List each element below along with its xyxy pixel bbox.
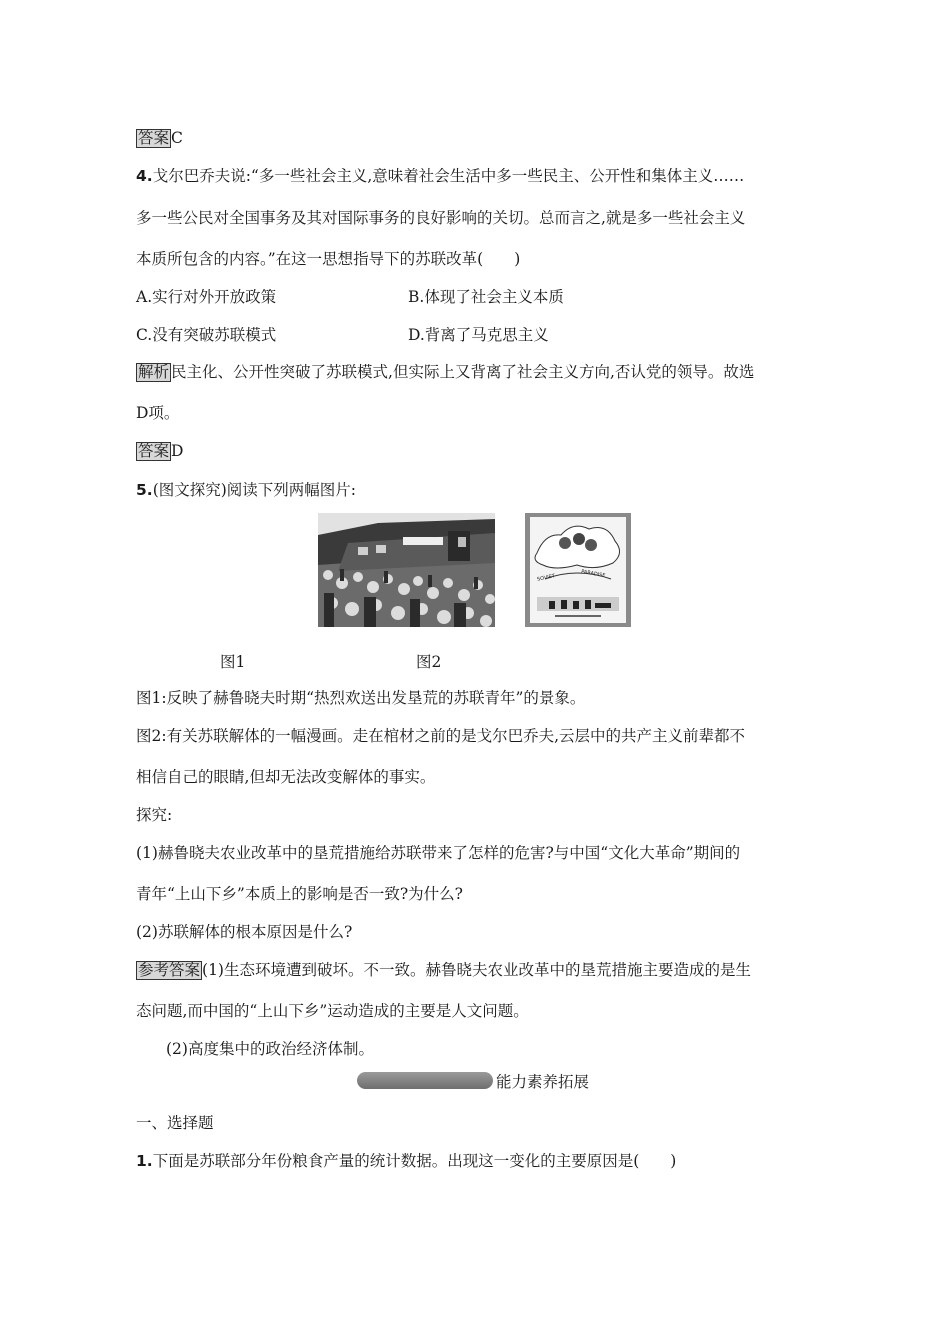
cartoon-label-paradise: PARADISE bbox=[580, 568, 606, 580]
section-banner-title: 能力素养拓展 bbox=[496, 1073, 590, 1091]
answer-tag: 答案 bbox=[138, 129, 170, 147]
q5-intro bbox=[136, 480, 356, 500]
option-b: B.体现了社会主义本质 bbox=[408, 288, 564, 306]
cartoon-label-soviet: SOVIET bbox=[536, 573, 556, 583]
figure-2-cartoon bbox=[525, 513, 631, 627]
crowd-train-image bbox=[318, 513, 495, 627]
q4-stem-line2: 多一些公民对全国事务及其对国际事务的良好影响的关切。总而言之,就是多一些社会主义 bbox=[136, 209, 746, 227]
figure-1-caption: 图1 bbox=[220, 653, 246, 671]
sub-question-1-line1: (1)赫鲁晓夫农业改革中的垦荒措施给苏联带来了怎样的危害?与中国“文化大革命”期间的 bbox=[136, 844, 741, 862]
analysis-tag: 解析 bbox=[138, 363, 170, 381]
section-banner-bar bbox=[357, 1072, 493, 1089]
explore-label: 探究: bbox=[136, 806, 173, 824]
q1-text: 下面是苏联部分年份粮食产量的统计数据。出现这一变化的主要原因是( ) bbox=[152, 1152, 677, 1170]
section-heading: 一、选择题 bbox=[136, 1114, 214, 1132]
sub-question-2: (2)苏联解体的根本原因是什么? bbox=[136, 923, 353, 941]
question-number: 1. bbox=[136, 1152, 153, 1170]
q4-options-row1 bbox=[136, 287, 564, 307]
q1-stem bbox=[136, 1151, 676, 1171]
option-a: A.实行对外开放政策 bbox=[136, 288, 277, 306]
figure-2-description-line1: 图2:有关苏联解体的一幅漫画。走在棺材之前的是戈尔巴乔夫,云层中的共产主义前辈都不 bbox=[136, 727, 746, 745]
figure-2-caption: 图2 bbox=[416, 653, 442, 671]
q4-analysis-line1 bbox=[136, 362, 754, 382]
reference-answer-line1 bbox=[136, 960, 751, 980]
q4-analysis-line2: D项。 bbox=[136, 404, 180, 422]
cartoon-image bbox=[525, 513, 631, 627]
q4-stem-line3: 本质所包含的内容。”在这一思想指导下的苏联改革( ) bbox=[136, 250, 521, 268]
reference-answer-tag: 参考答案 bbox=[138, 961, 201, 979]
option-d: D.背离了马克思主义 bbox=[408, 326, 549, 344]
question-number: 4. bbox=[136, 167, 153, 185]
answer-tag: 答案 bbox=[138, 442, 170, 460]
answer-value: C bbox=[171, 129, 183, 147]
figure-1-description: 图1:反映了赫鲁晓夫时期“热烈欢送出发垦荒的苏联青年”的景象。 bbox=[136, 689, 586, 707]
figure-1-photo bbox=[318, 513, 495, 627]
q5-intro-text: (图文探究)阅读下列两幅图片: bbox=[152, 481, 357, 499]
q4-text: 戈尔巴乔夫说:“多一些社会主义,意味着社会生活中多一些民主、公开性和集体主义…… bbox=[152, 167, 745, 185]
answer-value: D bbox=[171, 442, 184, 460]
figure-2-description-line2: 相信自己的眼睛,但却无法改变解体的事实。 bbox=[136, 768, 436, 786]
q4-stem-line1 bbox=[136, 166, 744, 186]
reference-answer-line2: 态问题,而中国的“上山下乡”运动造成的主要是人文问题。 bbox=[136, 1002, 529, 1020]
option-c: C.没有突破苏联模式 bbox=[136, 326, 277, 344]
q3-answer-line bbox=[136, 128, 183, 148]
q4-answer-line bbox=[136, 441, 183, 461]
q4-options-row2 bbox=[136, 325, 549, 345]
reference-answer-text: (1)生态环境遭到破坏。不一致。赫鲁晓夫农业改革中的垦荒措施主要造成的是生 bbox=[202, 961, 751, 979]
question-number: 5. bbox=[136, 481, 153, 499]
analysis-text: 民主化、公开性突破了苏联模式,但实际上又背离了社会主义方向,否认党的领导。故选 bbox=[171, 363, 755, 381]
sub-question-1-line2: 青年“上山下乡”本质上的影响是否一致?为什么? bbox=[136, 885, 463, 903]
reference-answer-line3: (2)高度集中的政治经济体制。 bbox=[166, 1040, 374, 1058]
